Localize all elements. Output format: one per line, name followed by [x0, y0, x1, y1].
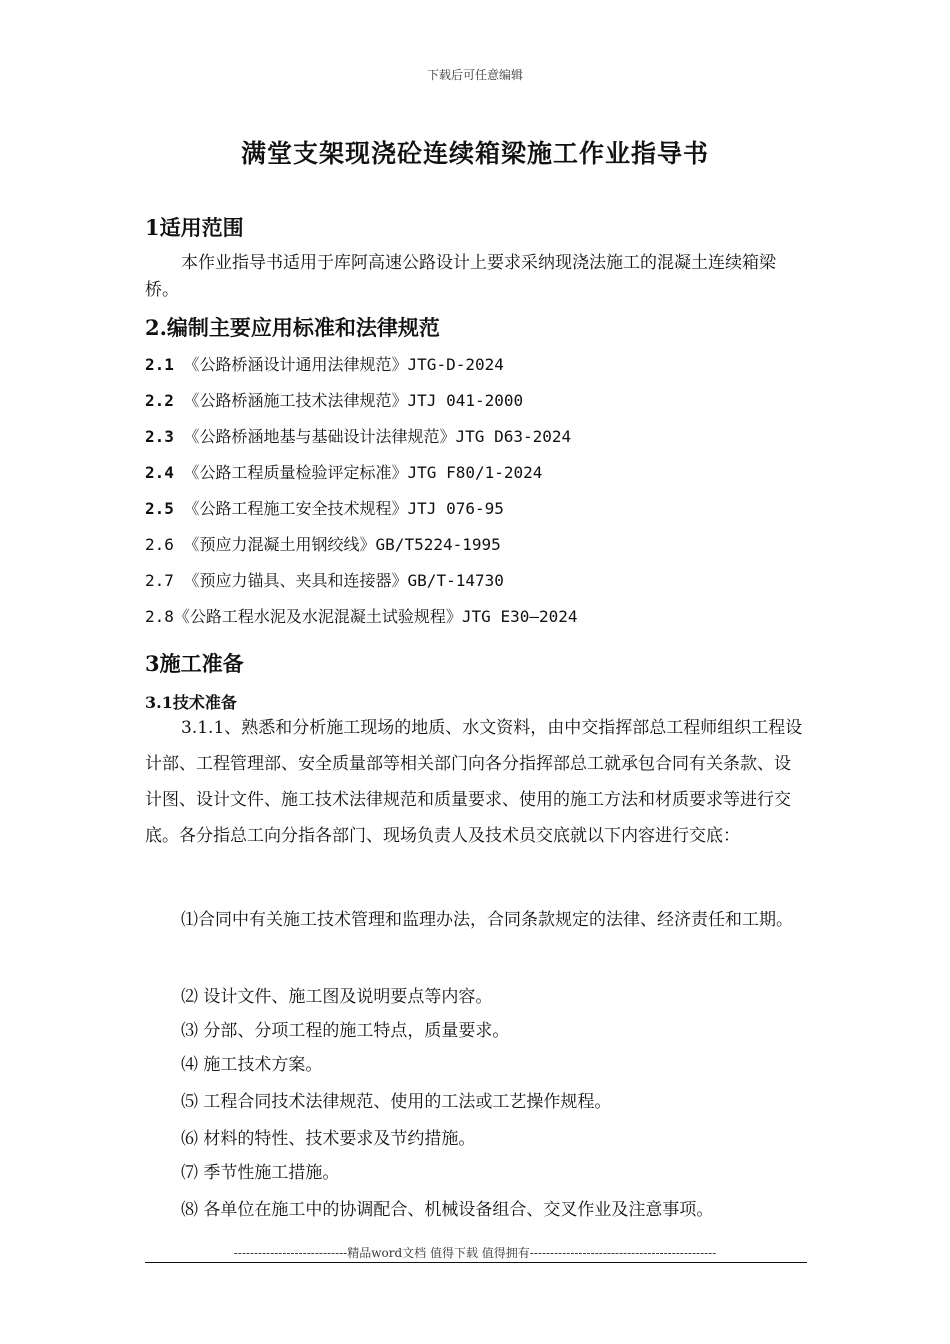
- standard-text: 《公路桥涵地基与基础设计法律规范》JTG D63-2024: [173, 427, 572, 446]
- standard-item: [145, 532, 501, 555]
- document-title: 满堂支架现浇砼连续箱梁施工作业指导书: [240, 139, 709, 168]
- footer-divider: [145, 1262, 807, 1263]
- standard-item: [145, 604, 578, 627]
- standard-text: 《预应力锚具、夹具和连接器》GB/T-14730: [173, 571, 504, 590]
- list-item: ⑹ 材料的特性、技术要求及节约措施。: [181, 1129, 476, 1149]
- section-3-heading: 3施工准备: [145, 651, 244, 676]
- standard-number: 2.3: [145, 427, 174, 446]
- section-2-heading: 2.编制主要应用标准和法律规范: [145, 315, 440, 340]
- list-item: ⑺ 季节性施工措施。: [181, 1163, 340, 1183]
- section-1-heading: 1适用范围: [145, 215, 244, 240]
- section-3-1-heading: 3.1技术准备: [145, 693, 237, 712]
- standard-number: 2.1: [145, 355, 174, 374]
- standard-item: [145, 460, 542, 483]
- list-item: ⑵ 设计文件、施工图及说明要点等内容。: [181, 987, 493, 1007]
- standard-number: 2.2: [145, 391, 174, 410]
- standard-text: 《公路工程水泥及水泥混凝土试验规程》JTG E30—2024: [173, 607, 578, 626]
- section-3-1-1-paragraph: 3.1.1、熟悉和分析施工现场的地质、水文资料，由中交指挥部总工程师组织工程设计部、工程管理部、安全质量部等相关部门向各分指挥部总工就承包合同有关条款、设计图、设计文件、施工技术法律规范和质量要求、使用的施工方法和材质要求等进行交底。各分指总工向分指各部门、现场负责人及技术员交底就以下内容进行交底：: [145, 718, 803, 846]
- standard-text: 《公路工程质量检验评定标准》JTG F80/1-2024: [173, 463, 543, 482]
- list-item: ⑶ 分部、分项工程的施工特点，质量要求。: [181, 1021, 510, 1041]
- standard-number: 2.8: [145, 607, 174, 626]
- standard-item: [145, 388, 523, 411]
- standard-item: [145, 352, 504, 375]
- footer-note: ----------------------------精品word文档 值得下载 值得拥有----------------------------------------------: [233, 1246, 717, 1260]
- standard-number: 2.7: [145, 571, 174, 590]
- standard-item: [145, 496, 504, 519]
- list-item: ⑷ 施工技术方案。: [181, 1055, 323, 1075]
- standard-item: [145, 568, 504, 591]
- section-1-paragraph: 本作业指导书适用于库阿高速公路设计上要求采纳现浇法施工的混凝土连续箱梁桥。: [145, 253, 776, 300]
- standard-number: 2.4: [145, 463, 174, 482]
- standard-text: 《公路桥涵设计通用法律规范》JTG-D-2024: [173, 355, 504, 374]
- standard-text: 《公路桥涵施工技术法律规范》JTJ 041-2000: [173, 391, 524, 410]
- list-item: ⑴合同中有关施工技术管理和监理办法，合同条款规定的法律、经济责任和工期。: [181, 910, 793, 930]
- standard-number: 2.6: [145, 535, 174, 554]
- list-item: ⑸ 工程合同技术法律规范、使用的工法或工艺操作规程。: [181, 1092, 612, 1112]
- list-item: ⑻ 各单位在施工中的协调配合、机械设备组合、交叉作业及注意事项。: [181, 1200, 714, 1220]
- standard-text: 《预应力混凝土用钢绞线》GB/T5224-1995: [173, 535, 501, 554]
- standard-text: 《公路工程施工安全技术规程》JTJ 076-95: [173, 499, 504, 518]
- standard-item: [145, 424, 571, 447]
- standard-number: 2.5: [145, 499, 174, 518]
- header-note: 下载后可任意编辑: [426, 68, 523, 82]
